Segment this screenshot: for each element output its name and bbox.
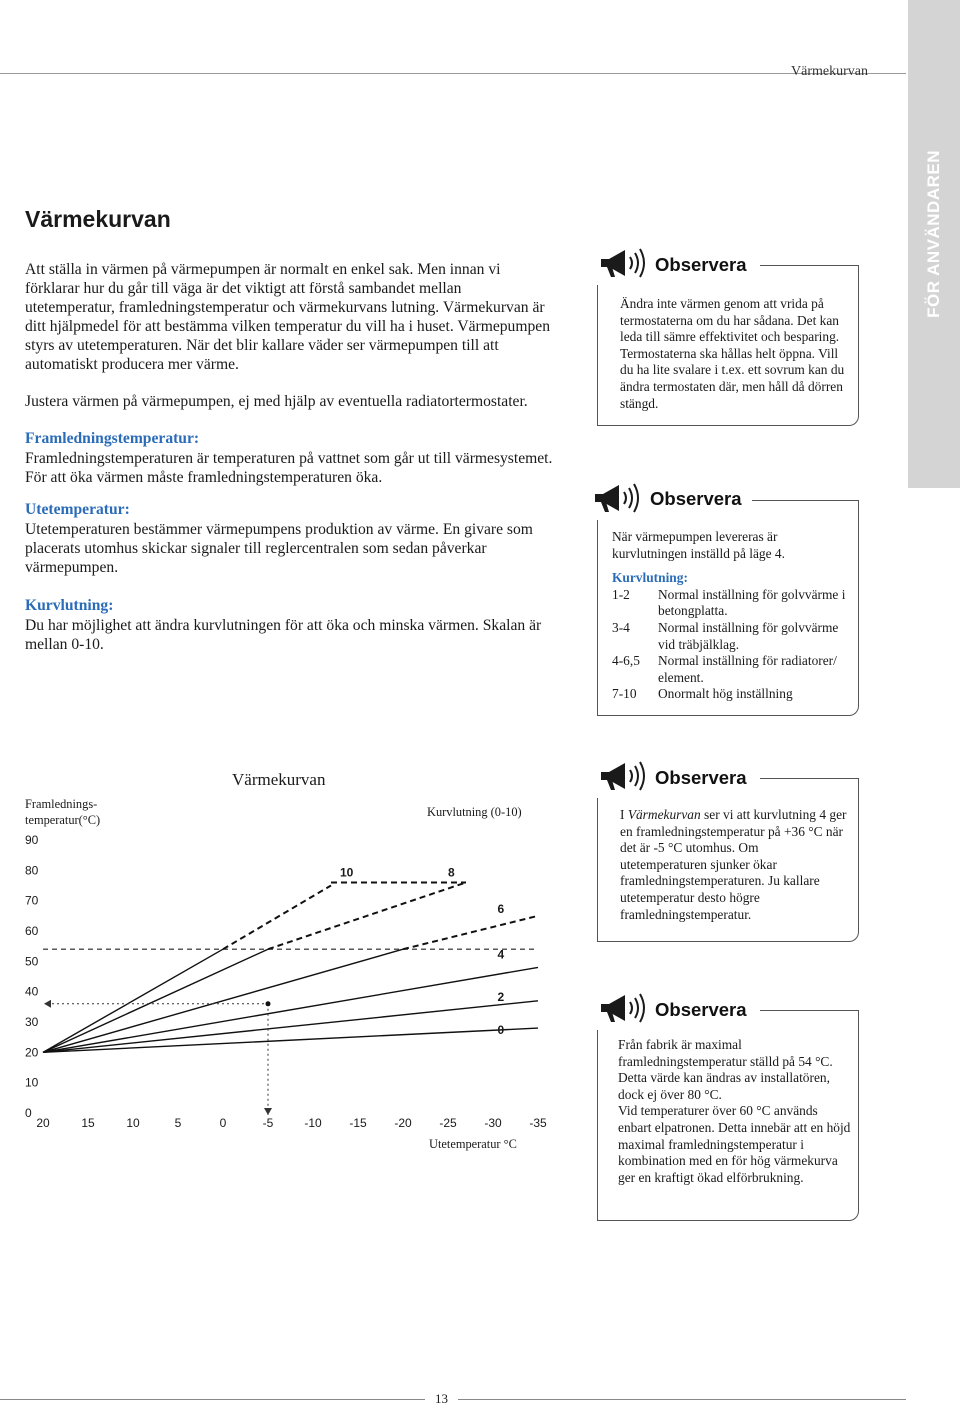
y-tick-label: 30 <box>25 1015 39 1029</box>
marker-arrow-icon <box>44 1000 51 1008</box>
x-tick-label: 0 <box>219 1116 227 1130</box>
adjust-paragraph: Justera värmen på värmepumpen, ej med hjälp av eventuella radiatortermostater. <box>25 393 528 410</box>
observe-title: Observera <box>655 999 747 1020</box>
kurvlutning-value: Normal inställning för radiatorer/ element. <box>658 653 837 685</box>
observe-title: Observera <box>655 767 747 788</box>
running-header: Värmekurvan <box>791 64 868 79</box>
x-tick-label: 15 <box>81 1116 95 1130</box>
page-number: 13 <box>435 1391 448 1406</box>
observe-text: I Värmekurvan ser vi att kurvlutning 4 ger en framledningstemperatur på +36 °C när det är -5 °C utomhus. Om utetemperaturen sjunker ökar framledningstemperaturen. Ju kallare utetemperatur desto högre framledningstemperatur. <box>620 807 847 922</box>
curve-label: 0 <box>497 1023 505 1038</box>
marker-arrow-icon <box>264 1108 272 1115</box>
section-text-utetemperatur: Utetemperaturen bestämmer värmepumpens produktion av värme. En givare som placerats utomhus skickar signaler till reglercentralen som sedan påverkar värmepumpen. <box>25 521 533 576</box>
curve-line-2 <box>43 1001 538 1053</box>
chart-y-axis-label-line: temperatur(°C) <box>25 813 101 827</box>
kurvlutning-value: Onormalt hög inställning <box>658 686 793 702</box>
footer-rule <box>0 1399 425 1400</box>
curve-label: 4 <box>497 947 505 962</box>
chart-title: Värmekurvan <box>232 770 326 789</box>
marker-point <box>266 1001 271 1006</box>
observe-title: Observera <box>650 488 742 509</box>
y-tick-label: 50 <box>25 954 39 969</box>
section-heading-kurvlutning: Kurvlutning: <box>25 597 114 614</box>
observe-text: Ändra inte värmen genom att vrida på termostaterna om du har sådana. Det kan leda till sämre effektivitet och besparing. Termostaterna ska hållas helt öppna. Vill du ha lite svalare i t.ex. ett sovrum kan du ändra termostaten där, men håll då dörren stängd. <box>620 296 845 411</box>
kurvlutning-key: 7-10 <box>612 686 637 702</box>
y-tick-label: 20 <box>25 1045 39 1060</box>
section-text-framledning: Framledningstemperaturen är temperaturen på vattnet som går ut till värmesystemet. För att öka värmen måste framledningstemperaturen öka. <box>25 450 553 486</box>
x-tick-label: -20 <box>394 1116 412 1130</box>
kurvlutning-heading: Kurvlutning: <box>612 570 688 586</box>
y-tick-label: 60 <box>25 924 39 938</box>
curve-label: 8 <box>448 865 455 880</box>
y-tick-label: 80 <box>25 863 39 878</box>
curve-dashed-6 <box>403 916 538 949</box>
x-tick-label: 20 <box>36 1116 50 1130</box>
y-tick-label: 0 <box>25 1106 32 1120</box>
y-tick-label: 90 <box>25 833 39 847</box>
intro-paragraph: Att ställa in värmen på värmepumpen är normalt en enkel sak. Men innan vi förklarar hur du går till väga är det viktigt att förstå sambandet mellan utetemperatur, framledningstemperatur och värmekurvans lutning. Värmekurvan är ditt hjälpmedel för att bestämma vilken temperatur du vill ha i huset. Värmepumpen styrs av utetemperaturen. När det blir kallare väder ser värmepumpen till att automatiskt producera mer värme. <box>25 261 550 373</box>
y-tick-label: 40 <box>25 984 39 999</box>
y-tick-label: 10 <box>25 1075 39 1090</box>
curve-label: 2 <box>497 989 505 1004</box>
chart-x-axis-label: Utetemperatur °C <box>429 1137 517 1151</box>
curve-label: 10 <box>340 865 354 880</box>
observe-text: När värmepumpen levereras är kurvlutningen inställd på läge 4. <box>612 529 785 561</box>
chart-y-axis-label-line: Framlednings- <box>25 797 98 811</box>
chart-curve-label: Kurvlutning (0-10) <box>427 805 522 819</box>
side-tab-label: FÖR ANVÄNDAREN <box>924 150 943 318</box>
section-heading-framledning: Framledningstemperatur: <box>25 430 200 447</box>
curve-label: 6 <box>497 901 505 916</box>
observe-text: Från fabrik är maximal framledningstemperatur ställd på 54 °C. Detta värde kan ändras av installatören, dock ej över 80 °C. <box>618 1037 833 1102</box>
x-tick-label: -35 <box>529 1116 547 1130</box>
observe-title: Observera <box>655 254 747 275</box>
curve-dashed-8 <box>268 882 466 949</box>
kurvlutning-key: 1-2 <box>612 586 630 602</box>
x-tick-label: 10 <box>126 1116 140 1130</box>
section-text-kurvlutning: Du har möjlighet att ändra kurvlutningen för att öka och minska värmen. Skalan är mellan 0-10. <box>25 617 542 653</box>
footer-rule <box>458 1399 906 1400</box>
kurvlutning-value: Normal inställning för golvvärme vid träbjälklag. <box>658 619 839 652</box>
section-heading-utetemperatur: Utetemperatur: <box>25 501 130 518</box>
x-tick-label: -15 <box>349 1116 367 1130</box>
curve-line-8 <box>43 949 268 1052</box>
x-tick-label: -10 <box>304 1116 322 1130</box>
x-tick-label: -25 <box>439 1116 457 1130</box>
y-tick-label: 70 <box>25 893 39 908</box>
kurvlutning-key: 3-4 <box>612 619 630 635</box>
kurvlutning-value: Normal inställning för golvvärme i betongplatta. <box>658 586 846 619</box>
observe-text-2: Vid temperaturer över 60 °C används enbart elpatronen. Detta innebär att en höjd maximal framledningstemperatur i kombination med en för hög värmekurva ger en kraftigt ökad elförbrukning. <box>618 1103 851 1185</box>
page-title: Värmekurvan <box>25 206 171 232</box>
kurvlutning-key: 4-6,5 <box>612 653 640 669</box>
x-tick-label: -5 <box>262 1116 274 1130</box>
curve-dashed-10 <box>223 886 331 950</box>
x-tick-label: 5 <box>174 1116 182 1130</box>
x-tick-label: -30 <box>484 1116 502 1130</box>
